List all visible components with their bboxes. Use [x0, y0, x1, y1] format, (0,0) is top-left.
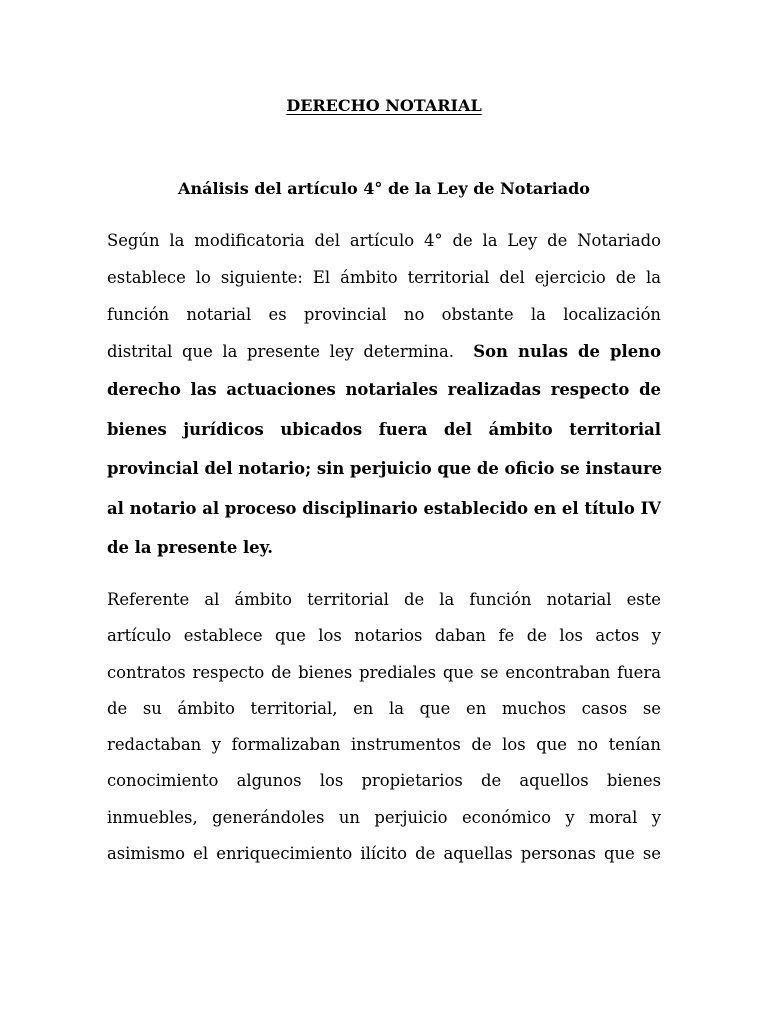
paragraph-1-line-3: función notarial es provincial no obstante la localización: [107, 305, 661, 324]
paragraph-2-line-5: redactaban y formalizaban instrumentos de los que no tenían: [107, 735, 661, 755]
paragraph-1-bold-line-2: bienes jurídicos ubicados fuera del ámbito territorial: [107, 419, 661, 439]
paragraph-1-bold-line-3: provincial del notario; sin perjuicio que de oficio se instaure: [107, 459, 663, 478]
paragraph-2-line-8: asimismo el enriquecimiento ilícito de aquellas personas que se: [107, 844, 661, 864]
paragraph-2: [107, 582, 661, 872]
paragraph-2-line-6: conocimiento algunos los propietarios de aquellos bienes: [107, 771, 661, 791]
section-heading: Análisis del artículo 4° de la Ley de Notariado: [178, 179, 590, 198]
paragraph-1-bold-line-5: de la presente ley.: [107, 538, 273, 557]
document-title: DERECHO NOTARIAL: [286, 96, 482, 115]
paragraph-1-line-2: establece lo siguiente: El ámbito territorial del ejercicio de la: [107, 268, 661, 287]
paragraph-1-line-1: Según la modificatoria del artículo 4° de la Ley de Notariado: [107, 231, 661, 250]
paragraph-2-line-7: inmuebles, generándoles un perjuicio económico y moral y: [107, 807, 661, 827]
paragraph-1-line-4: [107, 333, 661, 370]
paragraph-2-line-4: de su ámbito territorial, en la que en muchos casos se: [107, 698, 661, 718]
paragraph-2-line-1: Referente al ámbito territorial de la función notarial este: [107, 590, 661, 609]
paragraph-2-line-2: artículo establece que los notarios daban fe de los actos y: [107, 626, 661, 646]
paragraph-1-line-4-normal: distrital que la presente ley determina.: [107, 342, 455, 361]
paragraph-1-line-4-bold: Son nulas de pleno: [473, 342, 662, 361]
paragraph-2-line-3: contratos respecto de bienes prediales que se encontraban fuera: [107, 662, 661, 682]
paragraph-1-bold-line-4: al notario al proceso disciplinario establecido en el título IV: [107, 498, 661, 518]
paragraph-1: [107, 222, 661, 568]
paragraph-1-bold-line-1: derecho las actuaciones notariales realizadas respecto de: [107, 380, 661, 399]
